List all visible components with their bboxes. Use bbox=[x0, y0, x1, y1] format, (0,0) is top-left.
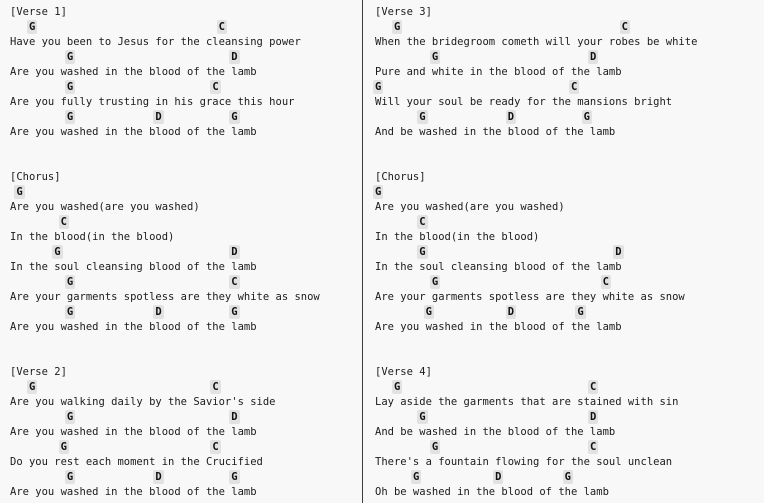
chord-line bbox=[375, 410, 764, 425]
chord-chip: G bbox=[16, 186, 23, 198]
lyric-line: Do you rest each moment in the Crucified bbox=[10, 456, 263, 468]
chord-line bbox=[375, 275, 764, 290]
lyric-line: Are you washed in the blood of the lamb bbox=[10, 126, 257, 138]
song-section bbox=[10, 5, 362, 140]
chord-line bbox=[10, 215, 362, 230]
chord-chip: C bbox=[212, 381, 219, 393]
lyric-line: In the blood(in the blood) bbox=[375, 231, 540, 243]
chord-line bbox=[375, 80, 764, 95]
chord-line bbox=[10, 380, 362, 395]
chord-line bbox=[10, 80, 362, 95]
lyric-line: Are you walking daily by the Savior's side bbox=[10, 396, 276, 408]
chord-chip: D bbox=[589, 51, 597, 63]
lyric-line: Will your soul be ready for the mansions bright bbox=[375, 96, 673, 108]
chord-line bbox=[375, 380, 764, 395]
chord-line bbox=[10, 470, 362, 485]
lyric-line: Lay aside the garments that are stained with sin bbox=[375, 396, 679, 408]
chord-chip: G bbox=[564, 471, 571, 483]
chord-chip: D bbox=[507, 111, 515, 123]
chord-chip: G bbox=[577, 306, 584, 318]
chord-chip: G bbox=[66, 411, 74, 423]
lyric-line: And be washed in the blood of the lamb bbox=[375, 426, 616, 438]
chord-chip: G bbox=[431, 276, 439, 288]
chord-line bbox=[375, 245, 764, 260]
chord-chip: G bbox=[419, 111, 426, 123]
lyric-line: Are you washed in the blood of the lamb bbox=[10, 66, 257, 78]
chord-chip: D bbox=[231, 51, 238, 63]
lyric-line: Are you washed in the blood of the lamb bbox=[10, 321, 257, 333]
chord-chip: C bbox=[621, 21, 628, 33]
chord-chip: G bbox=[28, 381, 36, 393]
chord-chip: C bbox=[231, 276, 238, 288]
chord-line bbox=[10, 410, 362, 425]
chord-chip: G bbox=[393, 381, 401, 393]
lyric-line: In the soul cleansing blood of the lamb bbox=[375, 261, 622, 273]
chord-chip: D bbox=[231, 246, 238, 258]
lyric-line: Are you washed(are you washed) bbox=[10, 201, 200, 213]
chord-chip: G bbox=[28, 21, 36, 33]
chord-line bbox=[375, 20, 764, 35]
song-section bbox=[375, 5, 764, 140]
song-section bbox=[375, 365, 764, 500]
song-section bbox=[375, 170, 764, 335]
lyric-line: Have you been to Jesus for the cleansing power bbox=[10, 36, 301, 48]
chord-chip: G bbox=[66, 51, 74, 63]
chord-chip: C bbox=[60, 216, 67, 228]
chord-chip: D bbox=[155, 471, 162, 483]
chord-line bbox=[10, 305, 362, 320]
chord-chip: G bbox=[60, 441, 67, 453]
chord-chip: D bbox=[155, 306, 162, 318]
chord-line bbox=[10, 110, 362, 125]
lyric-line: Are you washed in the blood of the lamb bbox=[10, 486, 257, 498]
chord-chip: C bbox=[570, 81, 578, 93]
song-section bbox=[10, 365, 362, 500]
section-label: [Verse 4] bbox=[375, 366, 432, 378]
lyric-line: Pure and white in the blood of the lamb bbox=[375, 66, 622, 78]
chord-line bbox=[375, 470, 764, 485]
chord-line bbox=[10, 50, 362, 65]
lyric-line: Are you washed in the blood of the lamb bbox=[10, 426, 257, 438]
chord-line bbox=[375, 215, 764, 230]
chord-chip: G bbox=[66, 111, 74, 123]
chord-chip: D bbox=[155, 111, 162, 123]
chord-chip: C bbox=[218, 21, 225, 33]
song-column-left bbox=[0, 0, 362, 503]
chord-line bbox=[375, 305, 764, 320]
chord-chip: G bbox=[231, 111, 238, 123]
chord-chip: C bbox=[589, 381, 597, 393]
chord-line bbox=[375, 110, 764, 125]
chord-chip: G bbox=[419, 411, 426, 423]
chord-chip: G bbox=[412, 471, 420, 483]
chord-line bbox=[10, 275, 362, 290]
chord-chip: G bbox=[425, 306, 432, 318]
lyric-line: When the bridegroom cometh will your robes be white bbox=[375, 36, 698, 48]
chord-line bbox=[10, 185, 362, 200]
chord-chip: C bbox=[589, 441, 597, 453]
lyric-line: In the soul cleansing blood of the lamb bbox=[10, 261, 257, 273]
chord-chip: D bbox=[615, 246, 622, 258]
chord-line bbox=[375, 185, 764, 200]
chord-chip: C bbox=[419, 216, 426, 228]
section-label: [Verse 2] bbox=[10, 366, 67, 378]
chord-line bbox=[10, 245, 362, 260]
chord-line bbox=[10, 20, 362, 35]
chord-chip: G bbox=[66, 471, 74, 483]
chord-chip: G bbox=[375, 81, 382, 93]
chord-chip: C bbox=[602, 276, 609, 288]
section-label: [Chorus] bbox=[10, 171, 61, 183]
section-label: [Verse 1] bbox=[10, 6, 67, 18]
lyric-line: In the blood(in the blood) bbox=[10, 231, 175, 243]
lyric-line: Are your garments spotless are they white as snow bbox=[10, 291, 320, 303]
chord-chip: C bbox=[212, 441, 219, 453]
chord-chip: D bbox=[589, 411, 597, 423]
chord-chip: G bbox=[393, 21, 401, 33]
chord-chip: D bbox=[231, 411, 238, 423]
chord-line bbox=[10, 440, 362, 455]
chord-chip: G bbox=[54, 246, 61, 258]
chord-chip: G bbox=[419, 246, 426, 258]
lyric-line: Are you washed(are you washed) bbox=[375, 201, 565, 213]
song-section bbox=[10, 170, 362, 335]
chord-chip: G bbox=[66, 81, 74, 93]
song-column-right bbox=[363, 0, 764, 503]
chord-chip: C bbox=[212, 81, 219, 93]
chord-chip: G bbox=[231, 306, 238, 318]
chord-chip: G bbox=[66, 276, 74, 288]
chord-chip: G bbox=[375, 186, 382, 198]
chord-chip: G bbox=[431, 51, 439, 63]
chord-chip: D bbox=[495, 471, 502, 483]
chord-chip: D bbox=[507, 306, 515, 318]
chord-chip: G bbox=[431, 441, 439, 453]
lyric-line: Oh be washed in the blood of the lamb bbox=[375, 486, 609, 498]
lyric-line: Are you fully trusting in his grace this hour bbox=[10, 96, 295, 108]
chord-chip: G bbox=[231, 471, 238, 483]
lyric-line: And be washed in the blood of the lamb bbox=[375, 126, 616, 138]
chord-chip: G bbox=[66, 306, 74, 318]
section-label: [Chorus] bbox=[375, 171, 426, 183]
chord-chip: G bbox=[583, 111, 590, 123]
lyric-line: Are you washed in the blood of the lamb bbox=[375, 321, 622, 333]
lyric-line: There's a fountain flowing for the soul unclean bbox=[375, 456, 673, 468]
section-label: [Verse 3] bbox=[375, 6, 432, 18]
lyric-line: Are your garments spotless are they white as snow bbox=[375, 291, 685, 303]
chord-line bbox=[375, 50, 764, 65]
chord-line bbox=[375, 440, 764, 455]
